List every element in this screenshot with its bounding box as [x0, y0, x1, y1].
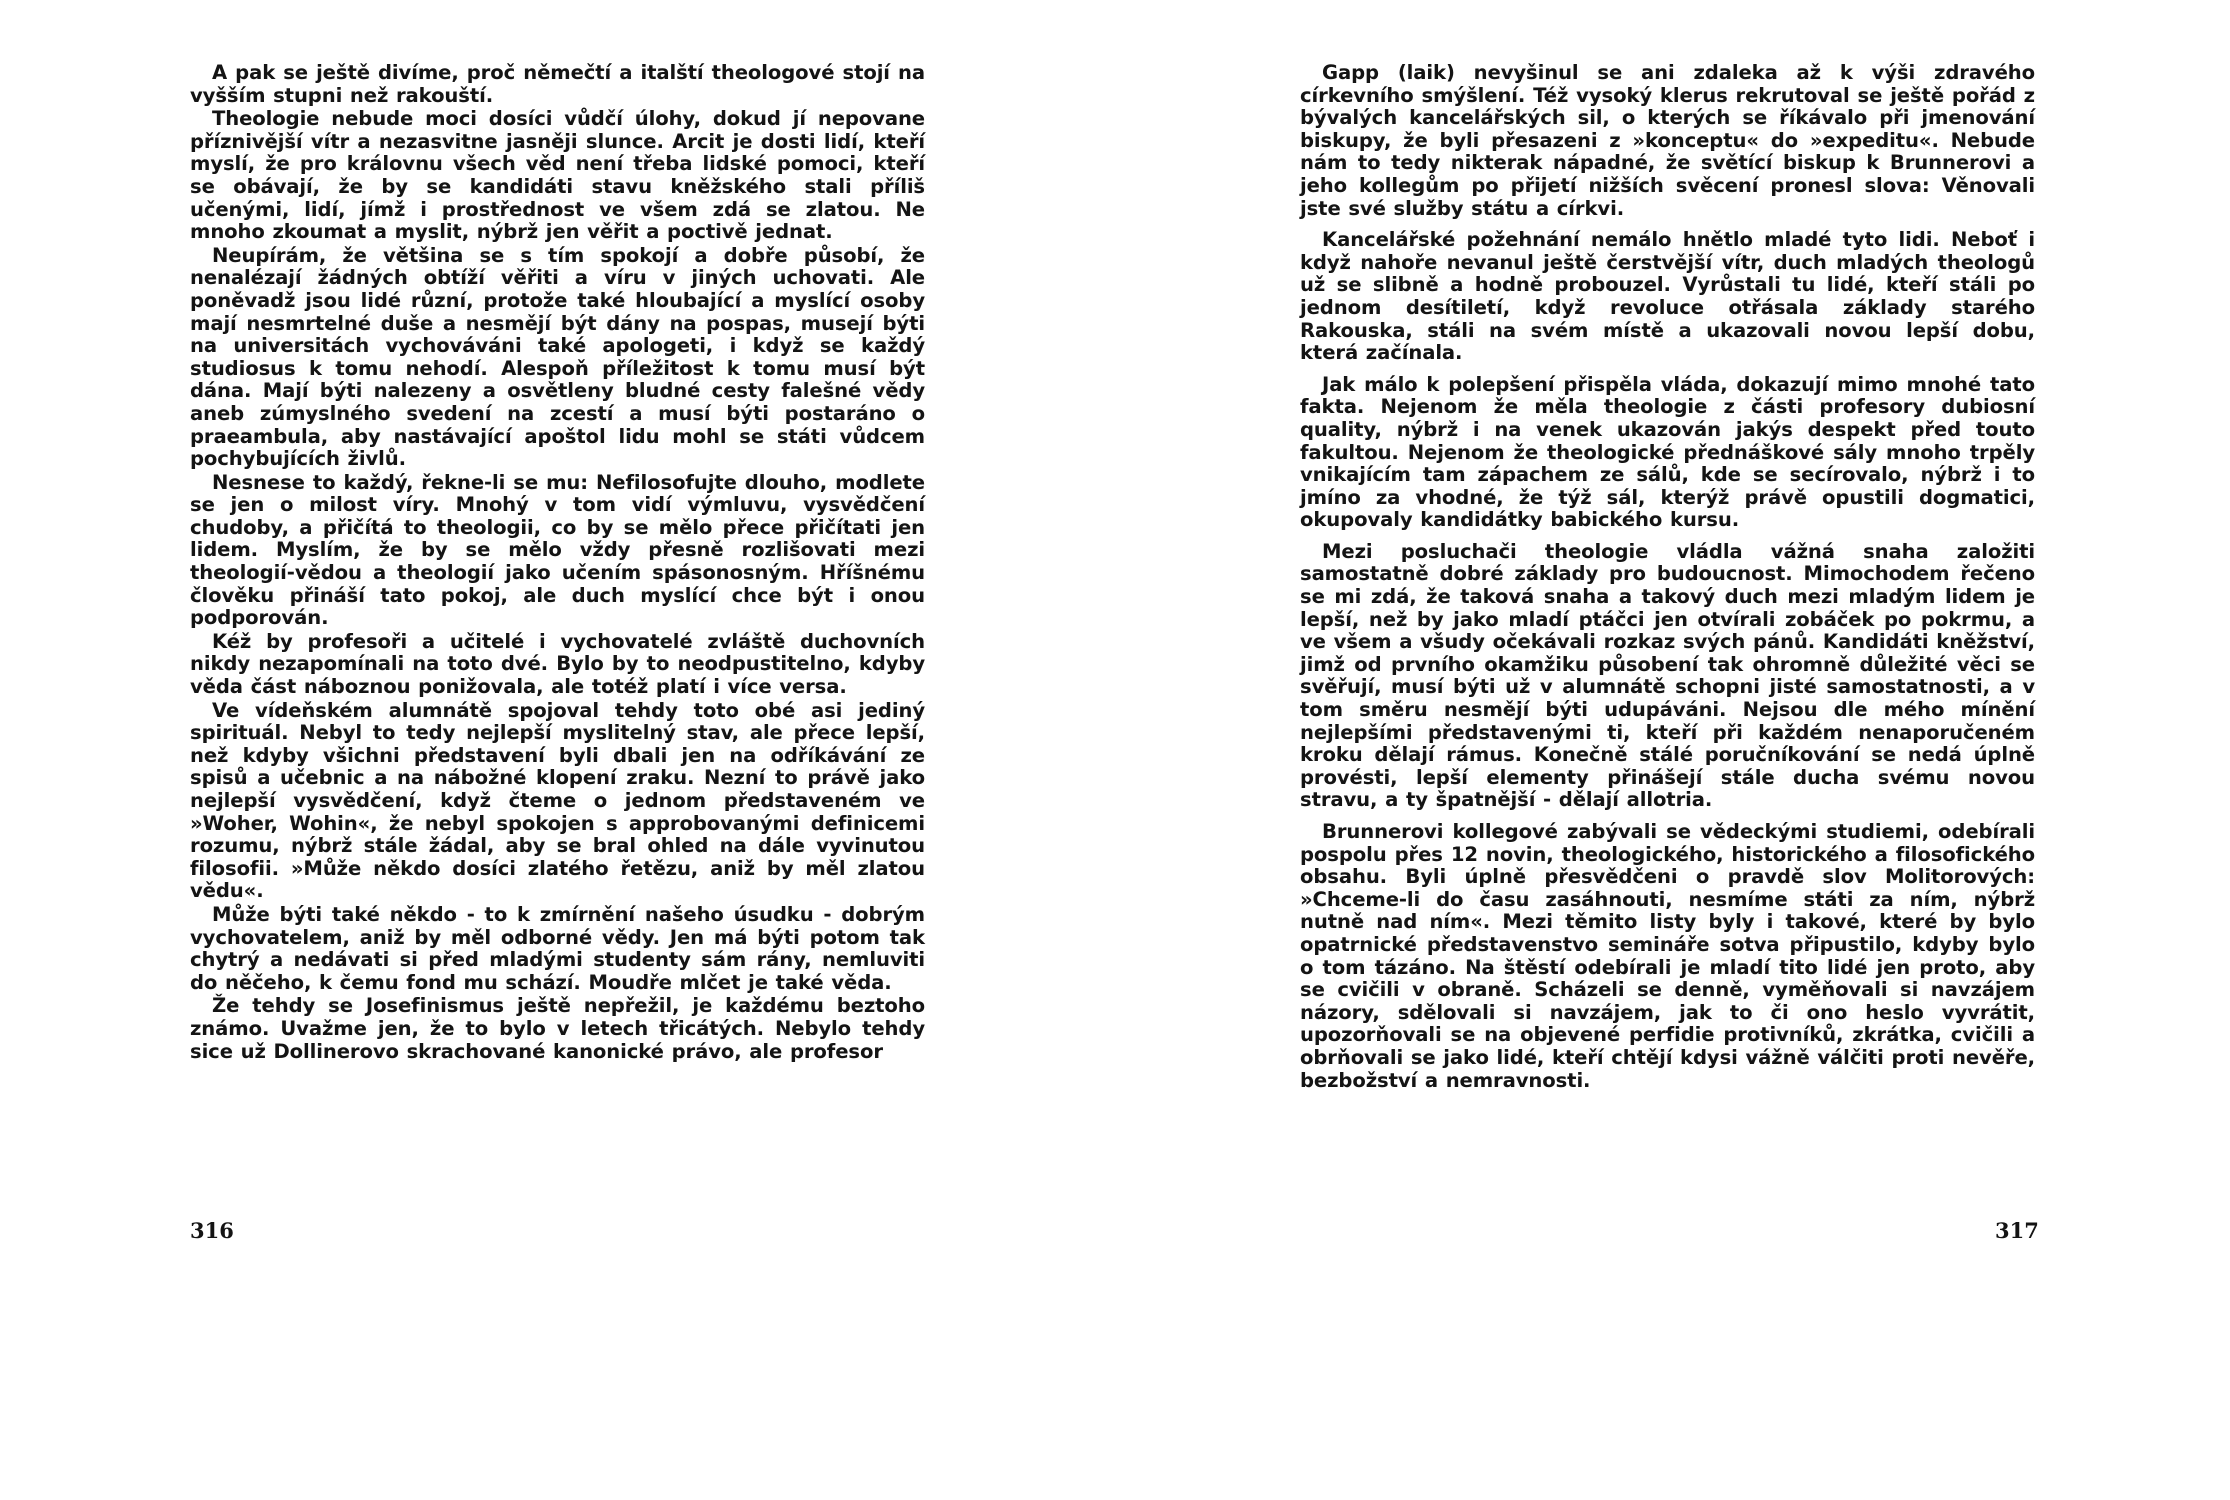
left-paragraph-7: Může býti také někdo - to k zmírnění našeho úsudku - dobrým vychovatelem, aniž by měl odborné vědy. Jen má býti potom tak chytrý a nedávati si před mladými studenty sám rány, nemluviti do něčeho, k čemu fond mu schází. Moudře mlčet je také věda.: [190, 902, 925, 994]
left-page-number: 316: [190, 1218, 234, 1243]
right-page: [1300, 62, 2035, 1092]
right-paragraph-4: Mezi posluchači theologie vládla vážná snaha založiti samostatně dobré základy pro budoucnost. Mimochodem řečeno se mi zdá, že taková snaha a takový duch mezi mladým lidem je lepší, než by jako mladí ptáčci jen otvírali zobáček po pokrmu, a ve všem a všudy očekávali rozkaz svých pánů. Kandidáti kněžství, jimž od prvního okamžiku působení tak ohromně důležité věci se svěřují, musí býti už v alumnátě schopni jisté samostatnosti, a v tom směru nesmějí býti udupáváni. Nejsou dle mého mínění nejlepšími představenými ti, kteří při každém nenaporučeném kroku dělají rámus. Konečně stálé poručníkování se nedá úplně provésti, lepší elementy přinášejí stále ducha svému novou stravu, a ty špatnější - dělají allotria.: [1300, 539, 2035, 812]
right-paragraph-5: Brunnerovi kollegové zabývali se vědeckými studiemi, odebírali pospolu přes 12 novin, theologického, historického a filosofického obsahu. Byli úplně přesvědčeni o pravdě slov Molitorových: »Chceme-li do času zasáhnouti, nesmíme státi za ním, nýbrž nutně nad ním«. Mezi těmito listy byly i takové, které by bylo opatrnické představenstvo semináře sotva připustilo, kdyby bylo o tom tázáno. Na štěstí odebírali je mladí tito lidé jen proto, aby se cvičili v obraně. Scházeli se denně, vyměňovali si navzájem názory, sdělovali si navzájem, jak to či ono heslo vyvrátit, upozorňovali se na objevené perfidie protivníků, zkrátka, cvičili a obrňovali se jako lidé, kteří chtějí kdysi vážně válčiti proti nevěře, bezbožství a nemravnosti.: [1300, 820, 2035, 1092]
left-paragraph-2: Theologie nebude moci dosíci vůdčí úlohy, dokud jí nepovane příznivější vítr a nezasvitne jasněji slunce. Arcit je dosti lidí, kteří myslí, že pro královnu všech věd není třeba lidské pomoci, kteří se obávají, že by se kandidáti stavu kněžského stali příliš učenými, lidí, jímž i prostřednost ve všem zdá se zlatou. Ne mnoho zkoumat a myslit, nýbrž jen věřit a poctivě jednat.: [190, 107, 925, 244]
right-paragraph-1: Gapp (laik) nevyšinul se ani zdaleka až k výši zdravého církevního smýšlení. Též vysoký klerus rekrutoval se ještě pořád z bývalých kancelářských sil, o kterých se říkávalo při jmenování biskupy, že byli přesazeni z »konceptu« do »expeditu«. Nebude nám to tedy nikterak nápadné, že světící biskup k Brunnerovi a jeho kollegům po přijetí nižších svěcení pronesl slova: Věnovali jste své služby státu a církvi.: [1300, 61, 2035, 220]
left-paragraph-5: Kéž by profesoři a učitelé i vychovatelé zvláště duchovních nikdy nezapomínali na toto dvé. Bylo by to neodpustitelno, kdyby věda část náboznou ponižovala, ale totéž platí i více versa.: [190, 629, 925, 699]
right-paragraph-2: Kancelářské požehnání nemálo hnětlo mladé tyto lidi. Neboť i když nahoře nevanul ještě čerstvější vítr, duch mladých theologů už se slibně a hodně probouzel. Vyrůstali tu lidé, kteří stáli po jednom desítiletí, když revoluce otřásala základy starého Rakouska, stáli na svém místě a ukazovali novou lepší dobu, která začínala.: [1300, 228, 2035, 365]
left-paragraph-3: Neupírám, že většina se s tím spokojí a dobře působí, že nenalézají žádných obtíží věřiti a víru v jiných uchovati. Ale poněvadž jsou lidé různí, protože také hloubající a myslící osoby mají nesmrtelné duše a nesmějí být dány na pospas, musejí býti na universitách vychováváni také apologeti, i když se každý studiosus k tomu nehodí. Alespoň příležitost k tomu musí být dána. Mají býti nalezeny a osvětleny bludné cesty falešné vědy aneb zúmyslného svedení na zcestí a musí býti postaráno o praeambula, aby nastávající apoštol lidu mohl se státi vůdcem pochybujících živlů.: [190, 243, 925, 471]
right-paragraph-3: Jak málo k polepšení přispěla vláda, dokazují mimo mnohé tato fakta. Nejenom že měla theologie z části profesory dubiosní quality, nýbrž i na venek ukazován jakýs despekt před touto fakultou. Nejenom že theologické přednáškové sály mnoho trpěly vnikajícím tam zápachem ze sálů, kde se secírovalo, nýbrž i to jmíno za vhodné, že týž sál, kterýž právě opustili dogmatici, okupovaly kandidátky babického kursu.: [1300, 372, 2035, 532]
right-page-number: 317: [1995, 1218, 2039, 1243]
left-paragraph-4: Nesnese to každý, řekne-li se mu: Nefilosofujte dlouho, modlete se jen o milost víry. Mnohý v tom vidí výmluvu, vysvědčení chudoby, a přičítá to theologii, co by se mělo přece přičítati jen lidem. Myslím, že by se mělo vždy přesně rozlišovati mezi theologií-vědou a theologií jako učením spásonosným. Hříšnému člověku přináší tato pokoj, ale duch myslící chce být i onou podporován.: [190, 470, 925, 630]
left-paragraph-1: A pak se ještě divíme, proč němečtí a italští theologové stojí na vyšším stupni než rakouští.: [190, 61, 925, 107]
left-paragraph-8: Že tehdy se Josefinismus ještě nepřežil, je každému beztoho známo. Uvažme jen, že to bylo v letech třicátých. Nebylo tehdy sice už Dollinerovo skrachované kanonické právo, ale profesor: [190, 994, 925, 1063]
left-paragraph-6: Ve vídeňském alumnátě spojoval tehdy toto obé asi jediný spirituál. Nebyl to tedy nejlepší myslitelný stav, ale přece lepší, než kdyby všichni představení byli dbali jen na odříkávání ze spisů a učebnic a na nábožné klopení zraku. Nezní to právě jako nejlepší vysvědčení, když čteme o jednom představeném ve »Woher, Wohin«, že nebyl spokojen s approbovanými definicemi rozumu, nýbrž stále žádal, aby se bral ohled na dále vyvinutou filosofii. »Může někdo dosíci zlatého řetězu, aniž by měl zlatou vědu«.: [190, 698, 925, 903]
left-page: [190, 62, 925, 1063]
